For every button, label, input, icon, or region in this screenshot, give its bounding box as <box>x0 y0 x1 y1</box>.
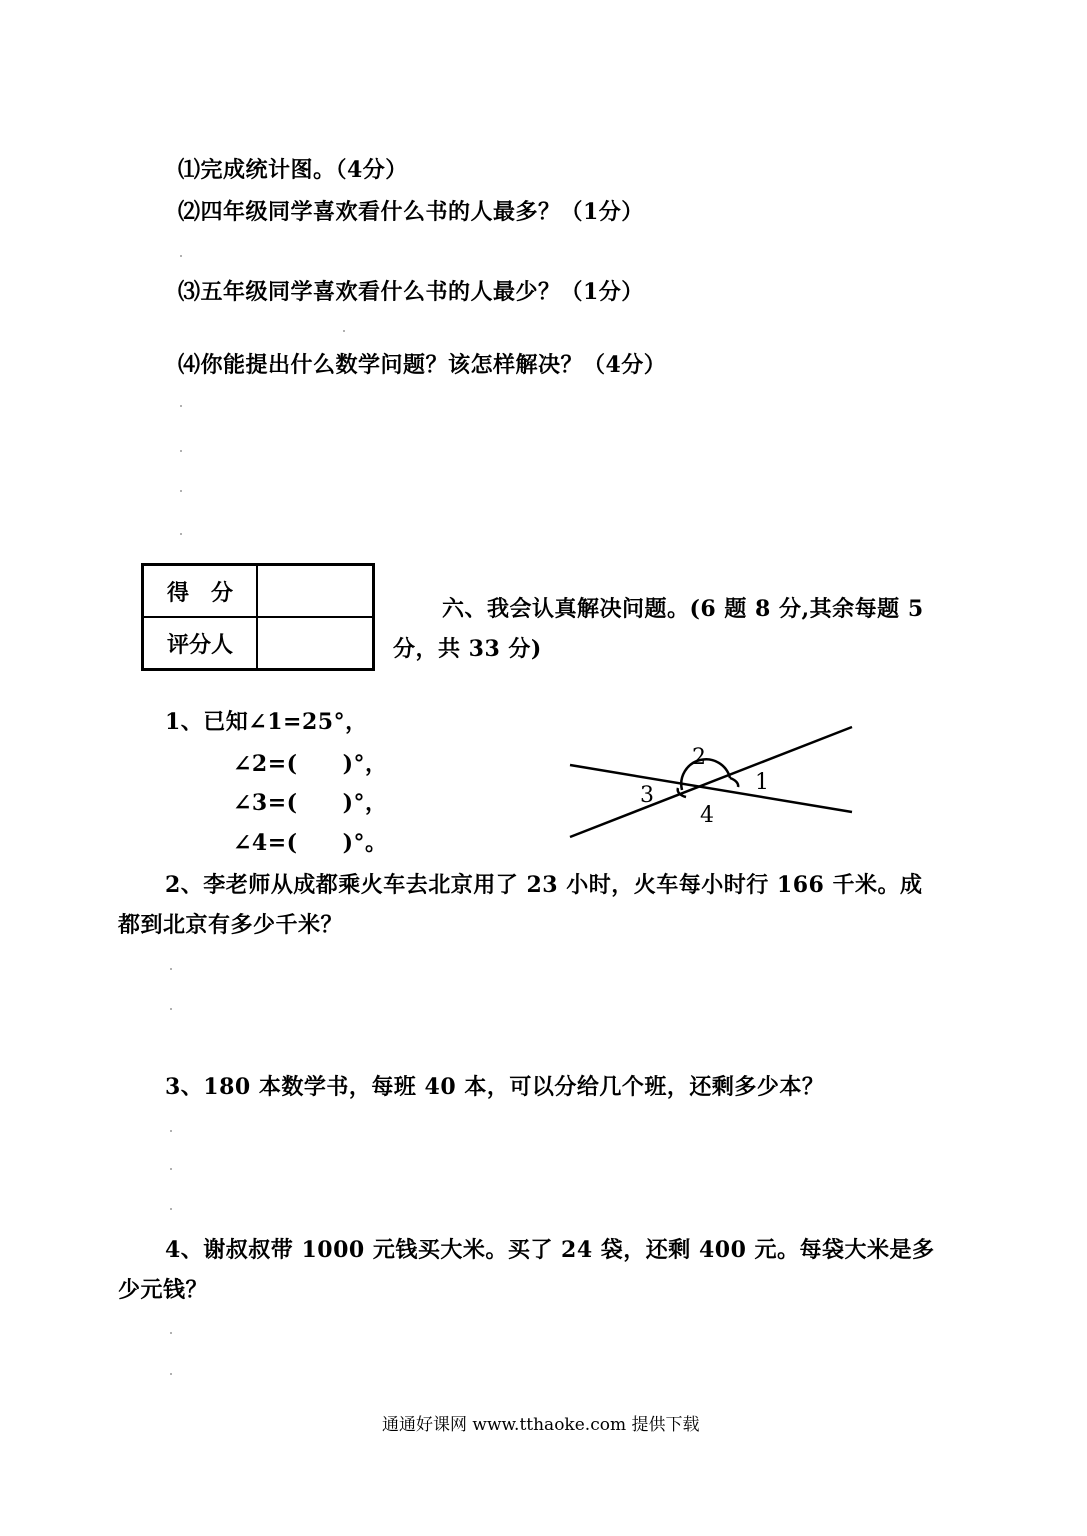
answer-space-dot <box>343 330 345 332</box>
answer-space-dot <box>180 490 182 492</box>
answer-space-dot <box>170 1373 172 1375</box>
problem-1-angle2: ∠2=( )°， <box>233 751 388 777</box>
problem-1-angle3: ∠3=( )°， <box>233 790 388 816</box>
angle-label-1: 1 <box>755 770 769 795</box>
answer-space-dot <box>180 533 182 535</box>
page-footer: 通通好课网 www.tthaoke.com 提供下载 <box>382 1415 700 1435</box>
angle-1-arc <box>730 778 738 787</box>
answer-space-dot <box>170 968 172 970</box>
score-box <box>141 563 375 671</box>
grader-label: 评分人 <box>143 617 258 670</box>
problem-2-line1: 2、李老师从成都乘火车去北京用了 23 小时，火车每小时行 166 千米。成 <box>165 872 923 898</box>
question-4-text: ⑷你能提出什么数学问题？该怎样解决？（4分） <box>178 352 667 378</box>
problem-3-line1: 3、180 本数学书，每班 40 本，可以分给几个班，还剩多少本？ <box>165 1074 825 1100</box>
answer-space-dot <box>180 450 182 452</box>
problem-1-angle4: ∠4=( )°。 <box>233 830 388 856</box>
problem-2-line2: 都到北京有多少千米？ <box>118 912 344 938</box>
question-1-text: ⑴完成统计图。（4分） <box>178 157 408 183</box>
answer-space-dot <box>170 1130 172 1132</box>
angle-label-4: 4 <box>700 803 714 828</box>
section-title-line2: 分，共 33 分) <box>393 636 542 662</box>
problem-4-line2: 少元钱？ <box>118 1277 209 1303</box>
section-title-line1: 六、我会认真解决问题。(6 题 8 分,其余每题 5 <box>442 596 924 622</box>
problem-4-line1: 4、谢叔叔带 1000 元钱买大米。买了 24 袋，还剩 400 元。每袋大米是多 <box>165 1237 935 1263</box>
answer-space-dot <box>180 405 182 407</box>
angle-label-2: 2 <box>692 745 706 770</box>
answer-space-dot <box>180 255 182 257</box>
answer-space-dot <box>170 1332 172 1334</box>
problem-1-given: 1、已知∠1=25°， <box>165 709 368 735</box>
intersecting-lines-diagram <box>560 720 860 845</box>
answer-space-dot <box>170 1008 172 1010</box>
angle-label-3: 3 <box>640 783 654 808</box>
score-field[interactable] <box>257 565 374 618</box>
answer-space-dot <box>170 1168 172 1170</box>
answer-space-dot <box>170 1208 172 1210</box>
grader-field[interactable] <box>257 617 374 670</box>
question-3-text: ⑶五年级同学喜欢看什么书的人最少？（1分） <box>178 279 644 305</box>
score-label: 得 分 <box>143 565 258 618</box>
question-2-text: ⑵四年级同学喜欢看什么书的人最多？（1分） <box>178 199 644 225</box>
